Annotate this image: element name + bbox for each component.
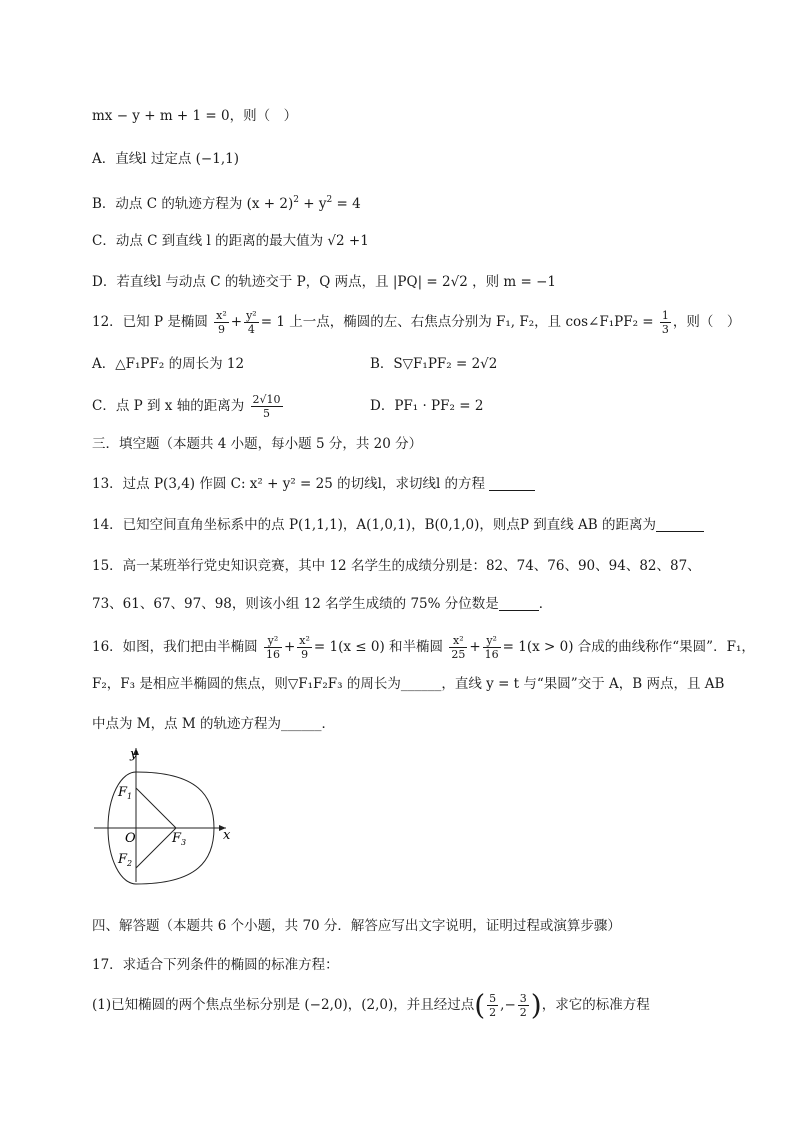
y-label: y bbox=[130, 747, 138, 762]
q16-line1: 16．如图，我们把由半椭圆 $\frac{\text{y²}}{16}$ + $\frac{\text{x²}}{9}$ = 1(x ≤ 0) 和半椭圆 $\frac{\text{x²}}{25}$ + $\frac{\text{y²}}{16}$ = 1(x > 0) 合成的曲线称作“果圆”．F₁， bbox=[92, 634, 755, 661]
q11-stem-tail: mx − y + m + 1 = 0，则（ ） bbox=[92, 108, 298, 124]
q13: 13．过点 P(3,4) 作圆 C: x² + y² = 25 的切线l，求切线l 的方程 bbox=[92, 474, 734, 494]
f1-label: $F_1$ bbox=[118, 785, 133, 801]
cos-fraction: $\frac{1}{3}$ bbox=[661, 309, 669, 336]
q12-stem: 12．已知 P 是椭圆 $\frac{\text{x²}}{9}$ + $\frac{\text{y²}}{4}$ = 1 上一点，椭圆的左、右焦点分别为 F₁, F₂，且 cos∠F₁PF₂ = $\frac{1}{3}$ ，则（ ） bbox=[92, 309, 741, 336]
origin-label: O bbox=[125, 831, 136, 846]
q15-line1: 15．高一某班举行党史知识竞赛，其中 12 名学生的成绩分别是：82、74、76、90、94、82、87、 bbox=[92, 558, 701, 574]
section4-heading: 四、解答题（本题共 6 个小题，共 70 分．解答应写出文字说明，证明过程或演算步骤） bbox=[92, 918, 621, 934]
q11-option-d: D．若直线l 与动点 C 的轨迹交于 P，Q 两点，且 |PQ| = 2√2 ，则 m = −1 bbox=[92, 274, 556, 290]
fruit-circle-figure bbox=[88, 742, 238, 892]
q12-option-a: A．△F₁PF₂ 的周长为 12 bbox=[92, 356, 245, 372]
q11-option-c: C．动点 C 到直线 l 的距离的最大值为 √2 +1 bbox=[92, 233, 369, 249]
x-label: x bbox=[223, 828, 231, 843]
q16-line3: 中点为 M，点 M 的轨迹方程为______． bbox=[92, 716, 336, 732]
q16-line2: F₂，F₃ 是相应半椭圆的焦点，则▽F₁F₂F₃ 的周长为______，直线 y = t 与“果圆”交于 A，B 两点，且 AB bbox=[92, 676, 725, 692]
q12-option-c: C．点 P 到 x 轴的距离为 $\frac{2√10}{5}$ bbox=[92, 393, 281, 420]
section3-heading: 三．填空题（本题共 4 小题，每小题 5 分，共 20 分） bbox=[92, 436, 423, 452]
q11-option-b: B．动点 C 的轨迹方程为 $(x + 2)^2 + y^2 = 4$ bbox=[92, 195, 361, 212]
q12-option-b: B．S▽F₁PF₂ = 2√2 bbox=[370, 356, 498, 372]
q12-option-d: D．PF₁ · PF₂ = 2 bbox=[370, 398, 484, 414]
q17-part1: (1)已知椭圆的两个焦点坐标分别是 (−2,0)，(2,0)，并且经过点( $\frac{5}{2}$ ,− $\frac{3}{2}$ )，求它的标准方程 bbox=[92, 988, 650, 1022]
q17-stem: 17．求适合下列条件的椭圆的标准方程： bbox=[92, 957, 339, 973]
q14: 14．已知空间直角坐标系中的点 P(1,1,1)，A(1,0,1)，B(0,1,0)，则点P 到直线 AB 的距离为 bbox=[92, 515, 734, 535]
ellipse-y-fraction: $\frac{\text{y²}}{4}$ bbox=[246, 309, 257, 336]
q15-line2: 73、61、67、97、98，则该小组 12 名学生成绩的 75% 分位数是 ． bbox=[92, 596, 553, 612]
ellipse-x-fraction: $\frac{\text{x²}}{9}$ bbox=[216, 309, 227, 336]
f3-label: $F_3$ bbox=[172, 831, 187, 847]
f2-label: $F_2$ bbox=[118, 852, 133, 868]
q11-option-a: A．直线l 过定点 (−1,1) bbox=[92, 151, 239, 167]
